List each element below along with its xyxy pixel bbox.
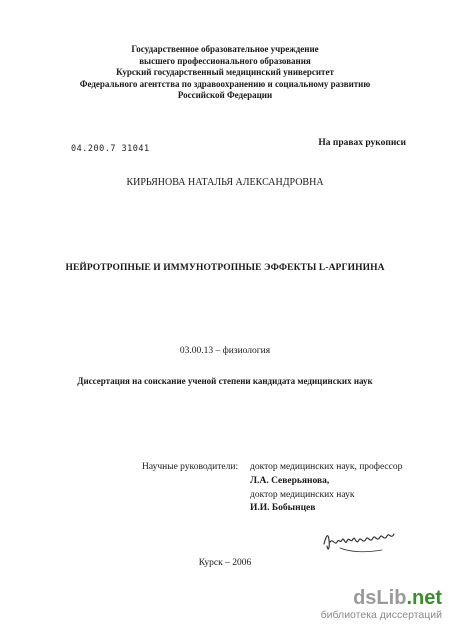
supervisors-label: Научные руководители: [142, 462, 239, 472]
author-name: КИРЬЯНОВА НАТАЛЬЯ АЛЕКСАНДРОВНА [126, 177, 324, 188]
institution-line: Государственное образовательное учреждение [131, 44, 319, 54]
supervisor-1-name: Л.А. Северьянова, [250, 476, 330, 486]
institution-line: Федерального агентства по здравоохранению и социальному развитию [79, 78, 371, 89]
manuscript-rights-note: На правах рукописи [318, 138, 406, 148]
institution-line: Курский государственный медицинский университет [116, 67, 334, 78]
city-year: Курск – 2006 [198, 558, 252, 568]
watermark-logo: dsLib.net [353, 587, 442, 609]
handwritten-signature [320, 522, 400, 562]
institution-line: высшего профессионального образования [139, 55, 311, 66]
watermark-tagline: библиотека диссертаций [320, 609, 442, 621]
thesis-title: НЕЙРОТРОПНЫЕ И ИММУНОТРОПНЫЕ ЭФФЕКТЫ L-АРГИНИНА [65, 263, 385, 273]
supervisor-2-name: И.И. Бобынцев [250, 503, 316, 513]
supervisor-2-credential: доктор медицинских наук [250, 490, 355, 500]
dslib-watermark [321, 588, 442, 621]
degree-statement: Диссертация на соискание ученой степени кандидата медицинских наук [77, 376, 373, 386]
registration-number: 04.200.7 31041 [71, 144, 150, 154]
institution-line: Российской Федерации [177, 90, 273, 101]
institution-header [0, 44, 450, 102]
supervisor-1-credential: доктор медицинских наук, профессор [250, 462, 403, 472]
specialty-code: 03.00.13 – физиология [179, 346, 271, 356]
